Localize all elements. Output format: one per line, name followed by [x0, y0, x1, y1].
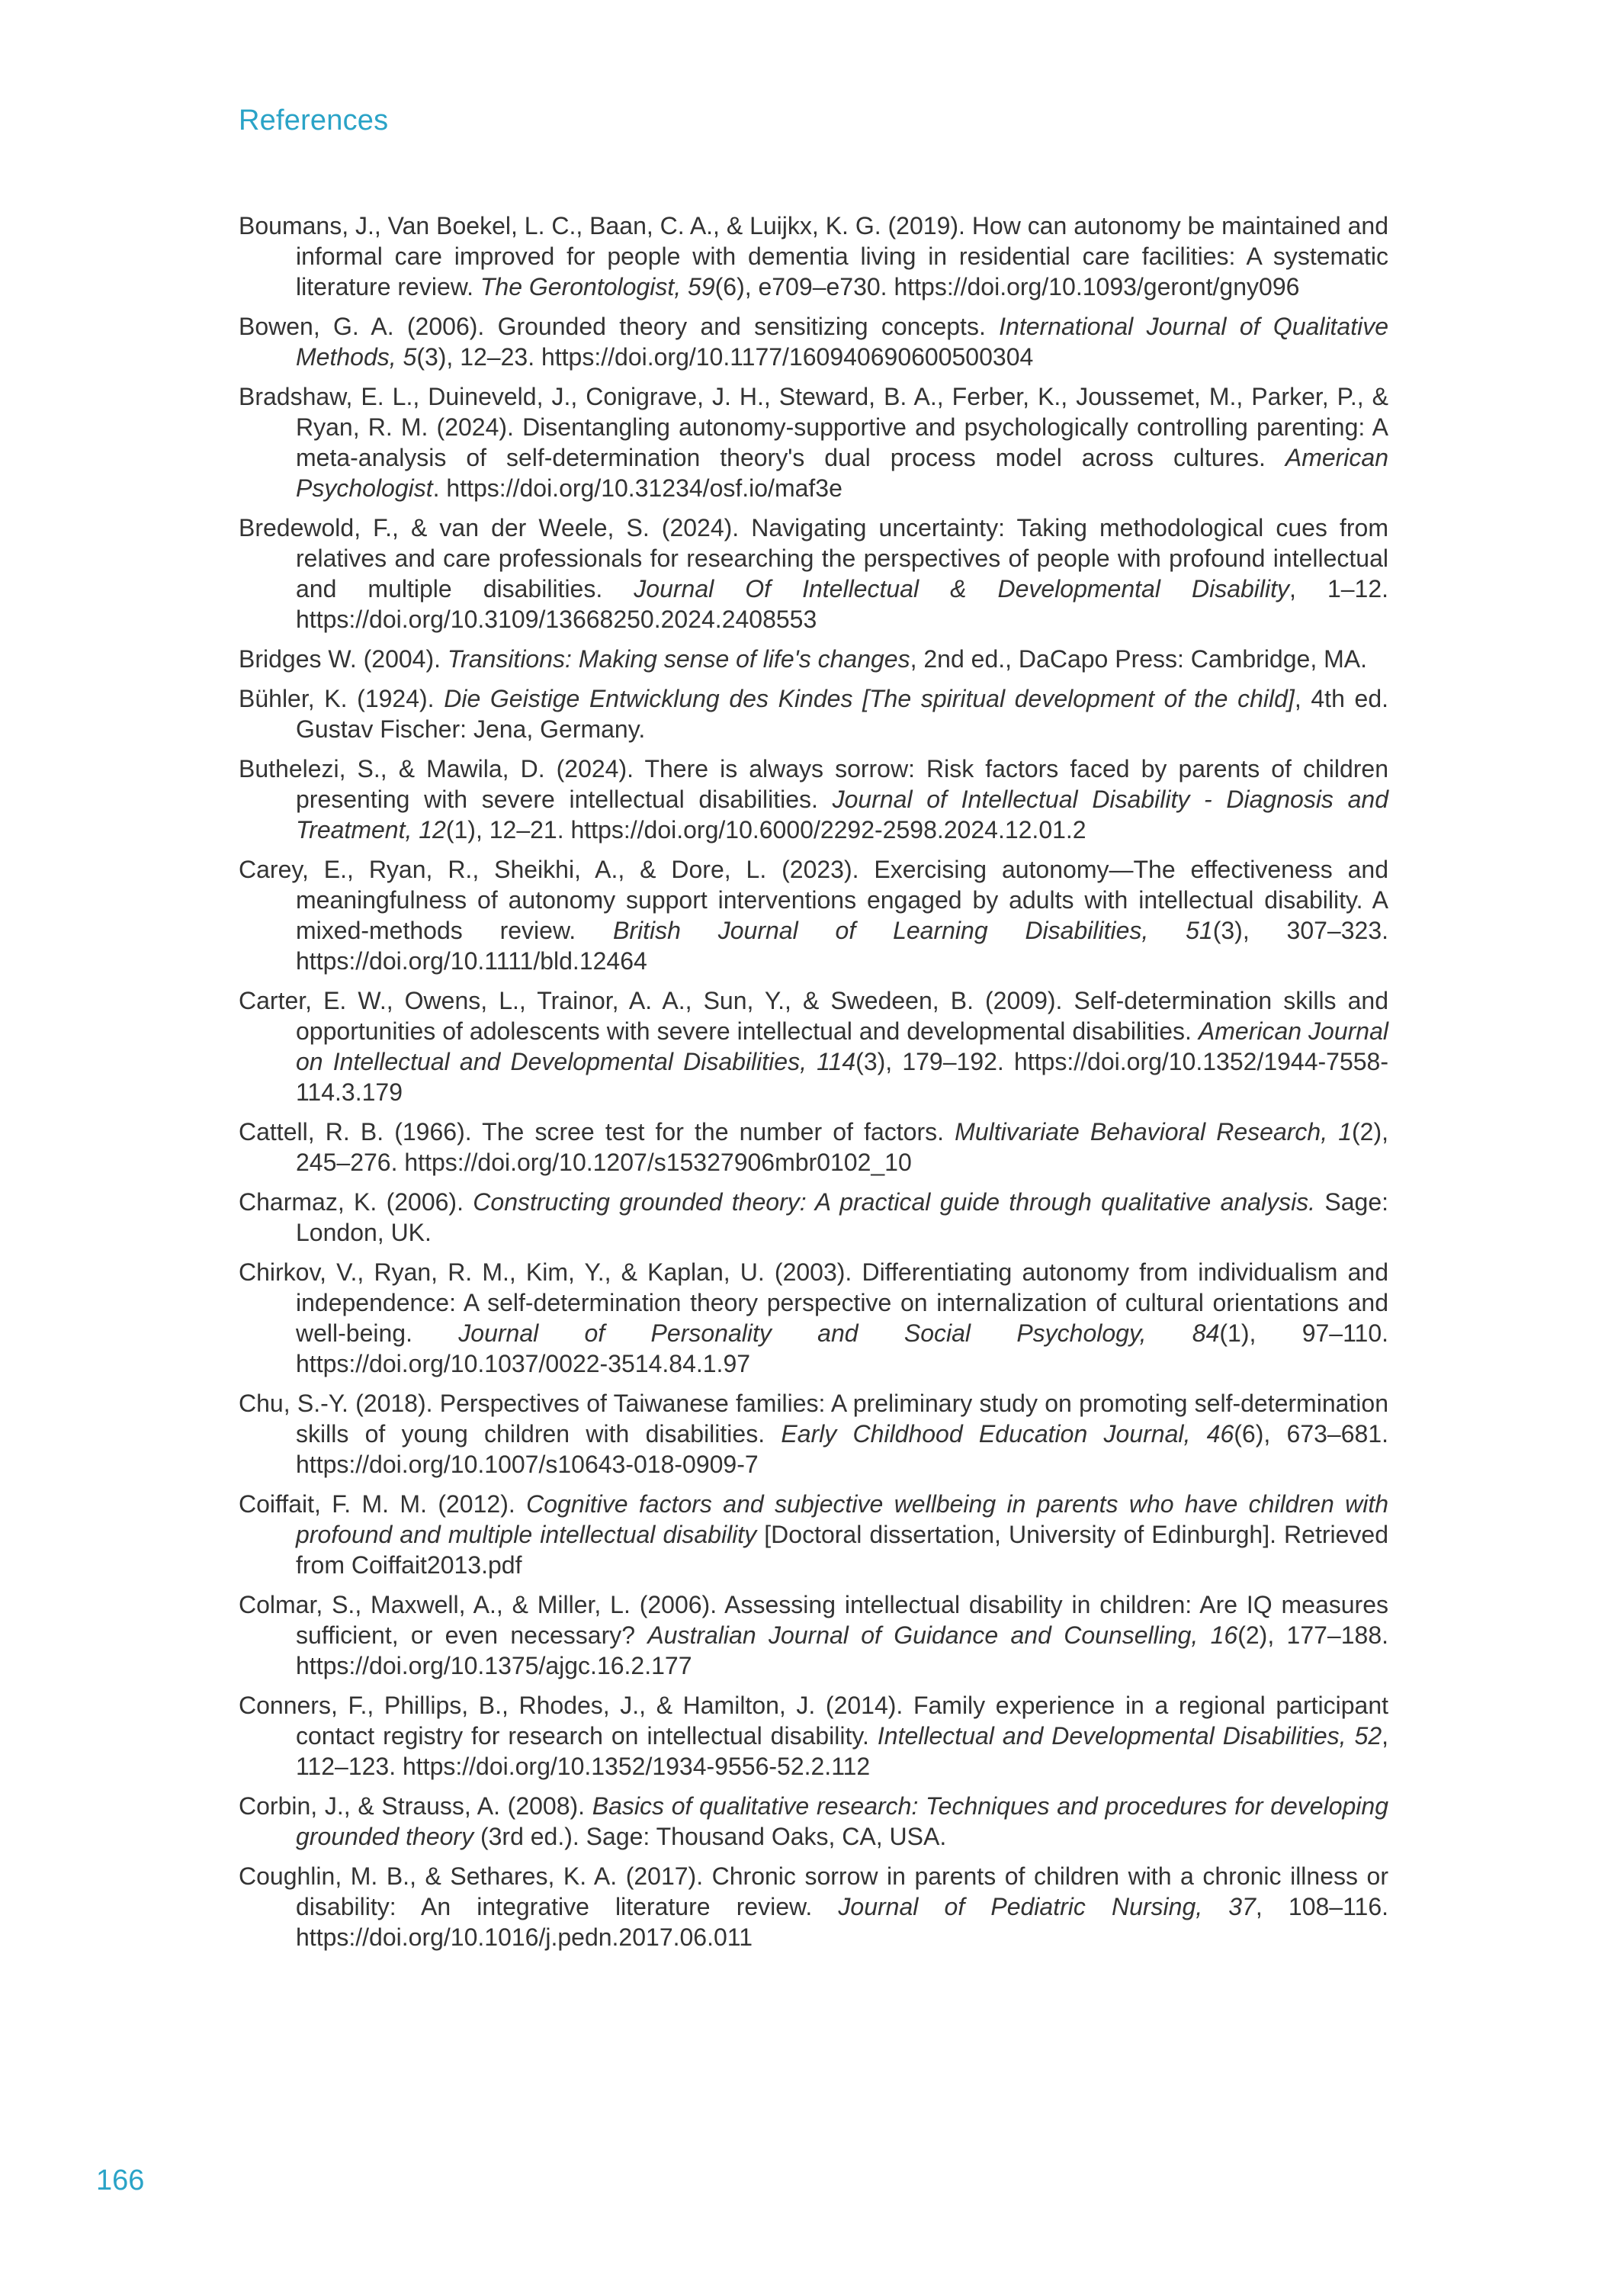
reference-source: Constructing grounded theory: A practical guide through qualitative analysis. — [473, 1188, 1316, 1216]
reference-details: (1), 97–110. https://doi.org/10.1037/0022-3514.84.1.97 — [296, 1319, 1388, 1377]
reference-item — [239, 513, 1388, 635]
reference-text: Conners, F., Phillips, B., Rhodes, J., & Hamilton, J. (2014). Family experience in a regional participant contact registry for research on intellectual disability. — [239, 1692, 1388, 1750]
reference-item — [239, 985, 1388, 1107]
reference-item — [239, 1791, 1388, 1852]
reference-text: Charmaz, K. (2006). — [239, 1188, 473, 1216]
reference-item — [239, 1861, 1388, 1952]
reference-details: (6), 673–681. https://doi.org/10.1007/s10643-018-0909-7 — [296, 1420, 1389, 1478]
reference-item — [239, 644, 1388, 674]
reference-details: (3), 307–323. https://doi.org/10.1111/bld.12464 — [296, 917, 1389, 975]
reference-text: Corbin, J., & Strauss, A. (2008). — [239, 1792, 592, 1820]
reference-text: Bridges W. (2004). — [239, 645, 448, 673]
reference-source: Early Childhood Education Journal, 46 — [781, 1420, 1234, 1448]
reference-source: Multivariate Behavioral Research, 1 — [955, 1118, 1353, 1146]
reference-details: (2), 245–276. https://doi.org/10.1207/s15327906mbr0102_10 — [296, 1118, 1389, 1176]
reference-source: Journal Of Intellectual & Developmental Disability — [634, 575, 1290, 603]
reference-details: , 108–116. https://doi.org/10.1016/j.pedn.2017.06.011 — [296, 1893, 1388, 1951]
reference-item — [239, 683, 1388, 744]
reference-item — [239, 210, 1388, 302]
reference-source: Australian Journal of Guidance and Counselling, 16 — [647, 1621, 1238, 1649]
reference-details: , 1–12. https://doi.org/10.3109/13668250.2024.2408553 — [296, 575, 1389, 633]
reference-item — [239, 1489, 1388, 1580]
reference-source: Journal of Intellectual Disability - Diagnosis and Treatment, 12 — [296, 786, 1389, 844]
reference-details: , 2nd ed., DaCapo Press: Cambridge, MA. — [910, 645, 1367, 673]
reference-text: Carey, E., Ryan, R., Sheikhi, A., & Dore, L. (2023). Exercising autonomy—The effectiveness and meaningfulness of autonomy support interventions engaged by adults with intellectual disability. A mixed-methods review. — [239, 856, 1388, 944]
reference-source: American Psychologist — [296, 444, 1388, 502]
reference-source: Basics of qualitative research: Techniques and procedures for developing grounded theory — [296, 1792, 1389, 1850]
reference-text: Cattell, R. B. (1966). The scree test for the number of factors. — [239, 1118, 955, 1146]
reference-details: , 4th ed. Gustav Fischer: Jena, Germany. — [296, 685, 1389, 743]
reference-item — [239, 381, 1388, 503]
reference-text: Chirkov, V., Ryan, R. M., Kim, Y., & Kaplan, U. (2003). Differentiating autonomy from individualism and independence: A self-determination theory perspective on internalization of cultural orientations and well-being. — [239, 1258, 1388, 1347]
reference-details: (3), 179–192. https://doi.org/10.1352/1944-7558-114.3.179 — [296, 1048, 1389, 1106]
reference-source: Transitions: Making sense of life's changes — [447, 645, 910, 673]
reference-source: Intellectual and Developmental Disabilities, 52 — [877, 1722, 1382, 1750]
reference-details: (2), 177–188. https://doi.org/10.1375/ajgc.16.2.177 — [296, 1621, 1388, 1679]
reference-source: The Gerontologist, 59 — [480, 273, 715, 300]
reference-text: Bradshaw, E. L., Duineveld, J., Conigrave, J. H., Steward, B. A., Ferber, K., Joussemet, M., Parker, P., & Ryan, R. M. (2024). Disentangling autonomy-supportive and psychologically controlling parenting: A meta-analysis of self-determination theory's dual process model across cultures. — [239, 383, 1388, 471]
reference-details: , 112–123. https://doi.org/10.1352/1934-9556-52.2.112 — [296, 1722, 1389, 1780]
reference-source: Die Geistige Entwicklung des Kindes [The spiritual development of the child] — [444, 685, 1295, 712]
reference-details: [Doctoral dissertation, University of Edinburgh]. Retrieved from Coiffait2013.pdf — [296, 1521, 1389, 1579]
reference-item — [239, 1187, 1388, 1248]
reference-item — [239, 1690, 1388, 1782]
reference-text: Coiffait, F. M. M. (2012). — [239, 1490, 527, 1518]
reference-text: Bowen, G. A. (2006). Grounded theory and sensitizing concepts. — [239, 313, 1000, 340]
reference-details: (3), 12–23. https://doi.org/10.1177/160940690600500304 — [416, 343, 1034, 371]
reference-source: American Journal on Intellectual and Developmental Disabilities, 114 — [296, 1017, 1389, 1075]
reference-details: . https://doi.org/10.31234/osf.io/maf3e — [432, 474, 842, 502]
reference-text: Boumans, J., Van Boekel, L. C., Baan, C. A., & Luijkx, K. G. (2019). How can autonomy be maintained and informal care improved for people with dementia living in residential care facilities: A systematic literature review. — [239, 212, 1388, 300]
reference-text: Chu, S.-Y. (2018). Perspectives of Taiwanese families: A preliminary study on promoting self-determination skills of young children with disabilities. — [239, 1390, 1388, 1448]
reference-list — [239, 210, 1388, 1962]
reference-details: (3rd ed.). Sage: Thousand Oaks, CA, USA. — [473, 1823, 947, 1850]
reference-source: Journal of Pediatric Nursing, 37 — [838, 1893, 1256, 1920]
reference-item — [239, 754, 1388, 845]
reference-text: Buthelezi, S., & Mawila, D. (2024). There is always sorrow: Risk factors faced by parents of children presenting with severe intellectual disabilities. — [239, 755, 1388, 813]
reference-details: (1), 12–21. https://doi.org/10.6000/2292-2598.2024.12.01.2 — [445, 816, 1086, 844]
reference-text: Colmar, S., Maxwell, A., & Miller, L. (2006). Assessing intellectual disability in children: Are IQ measures sufficient, or even necessary? — [239, 1591, 1388, 1649]
reference-text: Carter, E. W., Owens, L., Trainor, A. A., Sun, Y., & Swedeen, B. (2009). Self-determination skills and opportunities of adolescents with severe intellectual and developmental disabilities. — [239, 987, 1388, 1045]
reference-source: British Journal of Learning Disabilities, 51 — [613, 917, 1213, 944]
reference-details: (6), e709–e730. https://doi.org/10.1093/geront/gny096 — [714, 273, 1300, 300]
reference-item — [239, 854, 1388, 976]
page-number: 166 — [96, 2164, 145, 2196]
reference-text: Bredewold, F., & van der Weele, S. (2024). Navigating uncertainty: Taking methodological cues from relatives and care professionals for researching the perspectives of people with profound intellectual and multiple disabilities. — [239, 514, 1388, 603]
reference-item — [239, 311, 1388, 372]
reference-text: Bühler, K. (1924). — [239, 685, 445, 712]
reference-details: Sage: London, UK. — [296, 1188, 1389, 1246]
section-header-references: References — [239, 104, 389, 137]
reference-item — [239, 1257, 1388, 1379]
reference-source: Journal of Personality and Social Psychology, 84 — [458, 1319, 1220, 1347]
reference-source: Cognitive factors and subjective wellbeing in parents who have children with profound and multiple intellectual disability — [296, 1490, 1389, 1548]
reference-text: Coughlin, M. B., & Sethares, K. A. (2017). Chronic sorrow in parents of children with a chronic illness or disability: An integrative literature review. — [239, 1862, 1388, 1920]
reference-item — [239, 1117, 1388, 1178]
reference-item — [239, 1589, 1388, 1681]
reference-source: International Journal of Qualitative Methods, 5 — [296, 313, 1389, 371]
reference-item — [239, 1388, 1388, 1480]
